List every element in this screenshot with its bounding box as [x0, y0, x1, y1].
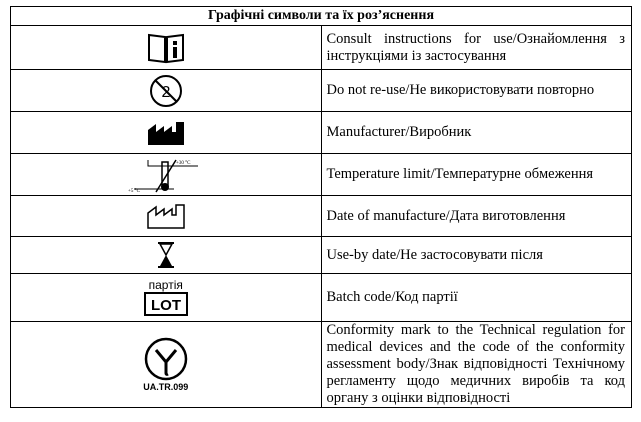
table-row	[11, 26, 632, 70]
row-description: Batch code/Код партії	[321, 274, 632, 322]
date-of-manufacture-icon	[146, 202, 186, 230]
table-row	[11, 154, 632, 196]
row-description: Consult instructions for use/Ознайомлення з інструкціями із застосування	[321, 26, 632, 70]
row-description: Temperature limit/Температурне обмеження	[321, 154, 632, 196]
use-by-date-icon	[155, 240, 177, 270]
table-row	[11, 322, 632, 408]
batch-caption: партія	[148, 277, 183, 292]
temperature-limit-icon	[124, 156, 208, 194]
row-description: Manufacturer/Виробник	[321, 112, 632, 154]
table-row	[11, 274, 632, 322]
symbols-table	[10, 6, 632, 408]
table-header: Графічні символи та їх роз’яснення	[11, 7, 632, 26]
temp-low-label: +5 °C	[127, 188, 140, 194]
lot-text: LOT	[150, 296, 181, 314]
row-description: Use-by date/Не застосовувати після	[321, 237, 632, 274]
row-description: Do not re-use/Не використовувати повторно	[321, 70, 632, 112]
table-row	[11, 196, 632, 237]
manufacturer-icon	[146, 120, 186, 146]
table-row	[11, 237, 632, 274]
table-row	[11, 70, 632, 112]
do-not-reuse-icon	[148, 73, 184, 109]
consult-instructions-icon	[146, 31, 186, 65]
conformity-code: UA.TR.099	[143, 382, 189, 392]
svg-text:2: 2	[161, 83, 171, 101]
batch-code-icon	[143, 291, 189, 317]
conformity-mark-icon	[142, 337, 190, 381]
row-description: Date of manufacture/Дата виготовлення	[321, 196, 632, 237]
table-row	[11, 112, 632, 154]
temp-high-label: +30 °C	[175, 160, 191, 166]
row-description: Conformity mark to the Technical regulation for medical devices and the code of the conformity assessment body/Знак відповідності Технічному регламенту щодо медичних виробів та код органу з оцінки відповідності	[321, 322, 632, 408]
